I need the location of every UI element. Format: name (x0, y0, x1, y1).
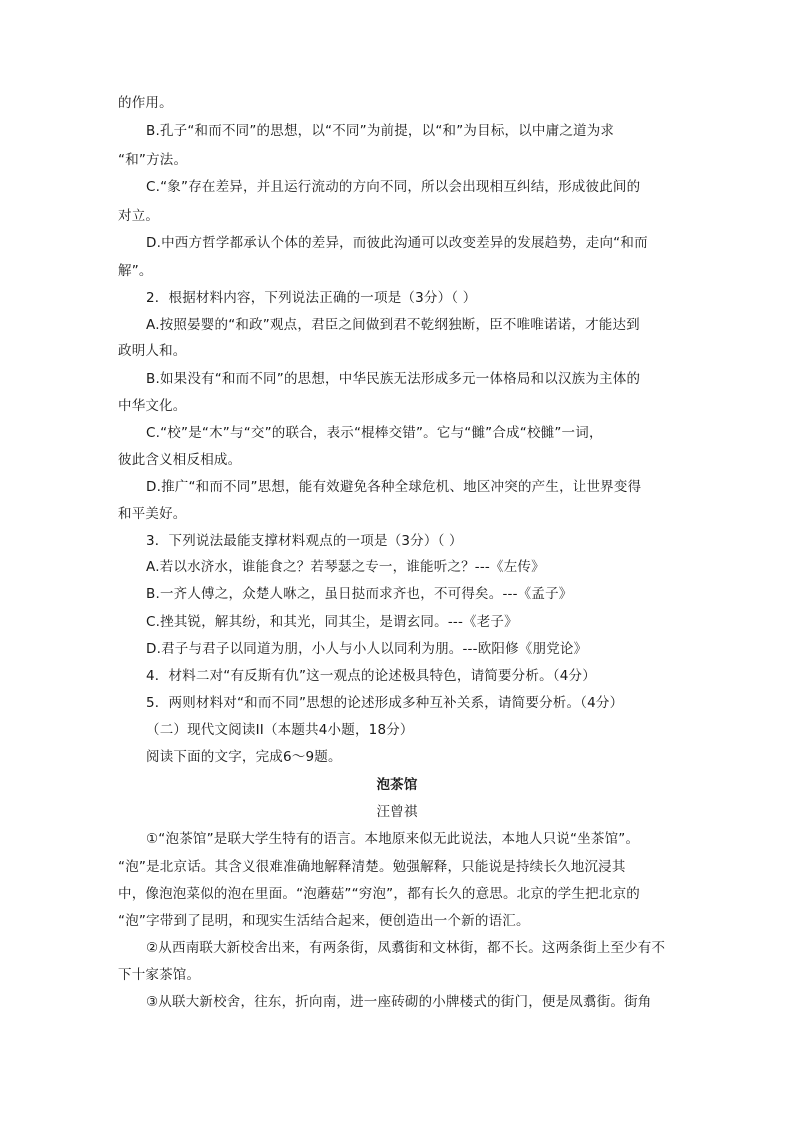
text-line: “和”方法。 (118, 152, 188, 168)
option-a: A.若以水济水，谁能食之？若琴瑟之专一，谁能听之？---《左传》 (146, 559, 545, 575)
option-d: D.推广“和而不同”思想，能有效避免各种全球危机、地区冲突的产生，让世界变得 (146, 479, 642, 495)
paragraph-1: 中，像泡泡菜似的泡在里面。“泡蘑菇”“穷泡”，都有长久的意思。北京的学生把北京的 (118, 886, 640, 902)
paragraph-3: ③从联大新校舍，往东，折向南，进一座砖砌的小牌楼式的街门，便是凤翥街。街角 (146, 994, 652, 1010)
option-d: D.君子与君子以同道为朋，小人与小人以同利为朋。---欧阳修《朋党论》 (146, 641, 588, 657)
text-line: 和平美好。 (118, 506, 187, 522)
option-b: B.一齐人傅之，众楚人咻之，虽日挞而求齐也，不可得矣。---《孟子》 (146, 586, 573, 602)
question-2: 2．根据材料内容，下列说法正确的一项是（3分）（ ） (146, 290, 477, 306)
article-title: 泡茶馆 (376, 777, 418, 793)
text-line: 的作用。 (118, 95, 173, 111)
text-line: 中华文化。 (118, 398, 187, 414)
question-5: 5．两则材料对“和而不同”思想的论述形成多种互补关系，请简要分析。（4分） (146, 695, 624, 711)
text-line: 解”。 (118, 263, 153, 279)
paragraph-1: ①“泡茶馆”是联大学生特有的语言。本地原来似无此说法，本地人只说“坐茶馆”。 (146, 831, 640, 847)
option-b: B.如果没有“和而不同”的思想，中华民族无法形成多元一体格局和以汉族为主体的 (146, 371, 641, 387)
option-c: C.“校”是“木”与“交”的联合，表示“棍棒交错”。它与“雠”合成“校雠”一词， (146, 425, 603, 441)
article-author: 汪曾祺 (376, 804, 418, 820)
paragraph-2: 下十家茶馆。 (118, 967, 201, 983)
reading-instruction: 阅读下面的文字，完成6～9题。 (146, 749, 342, 765)
question-4: 4．材料二对“有反斯有仇”这一观点的论述极具特色，请简要分析。（4分） (146, 668, 596, 684)
option-d: D.中西方哲学都承认个体的差异，而彼此沟通可以改变差异的发展趋势，走向“和而 (146, 235, 648, 251)
section-heading: （二）现代文阅读II（本题共4小题，18分） (146, 722, 414, 738)
option-a: A.按照晏婴的“和政”观点，君臣之间做到君不乾纲独断，臣不唯唯诺诺，才能达到 (146, 317, 640, 333)
option-c: C.挫其锐，解其纷，和其光，同其尘，是谓玄同。---《老子》 (146, 614, 518, 630)
question-3: 3．下列说法最能支撑材料观点的一项是（3分）（ ） (146, 533, 463, 549)
paragraph-1: “泡”是北京话。其含义很难准确地解释清楚。勉强解释，只能说是持续长久地沉浸其 (118, 859, 626, 875)
option-b: B.孔子“和而不同”的思想，以“不同”为前提，以“和”为目标，以中庸之道为求 (146, 123, 615, 139)
paragraph-1: “泡”字带到了昆明，和现实生活结合起来，便创造出一个新的语汇。 (118, 913, 530, 929)
text-line: 彼此含义相反相成。 (118, 452, 242, 468)
text-line: 对立。 (118, 208, 160, 224)
paragraph-2: ②从西南联大新校舍出来，有两条街，凤翥街和文林街，都不长。这两条街上至少有不 (146, 940, 666, 956)
option-c: C.“象”存在差异，并且运行流动的方向不同，所以会出现相互纠结，形成彼此间的 (146, 179, 641, 195)
text-line: 政明人和。 (118, 343, 187, 359)
